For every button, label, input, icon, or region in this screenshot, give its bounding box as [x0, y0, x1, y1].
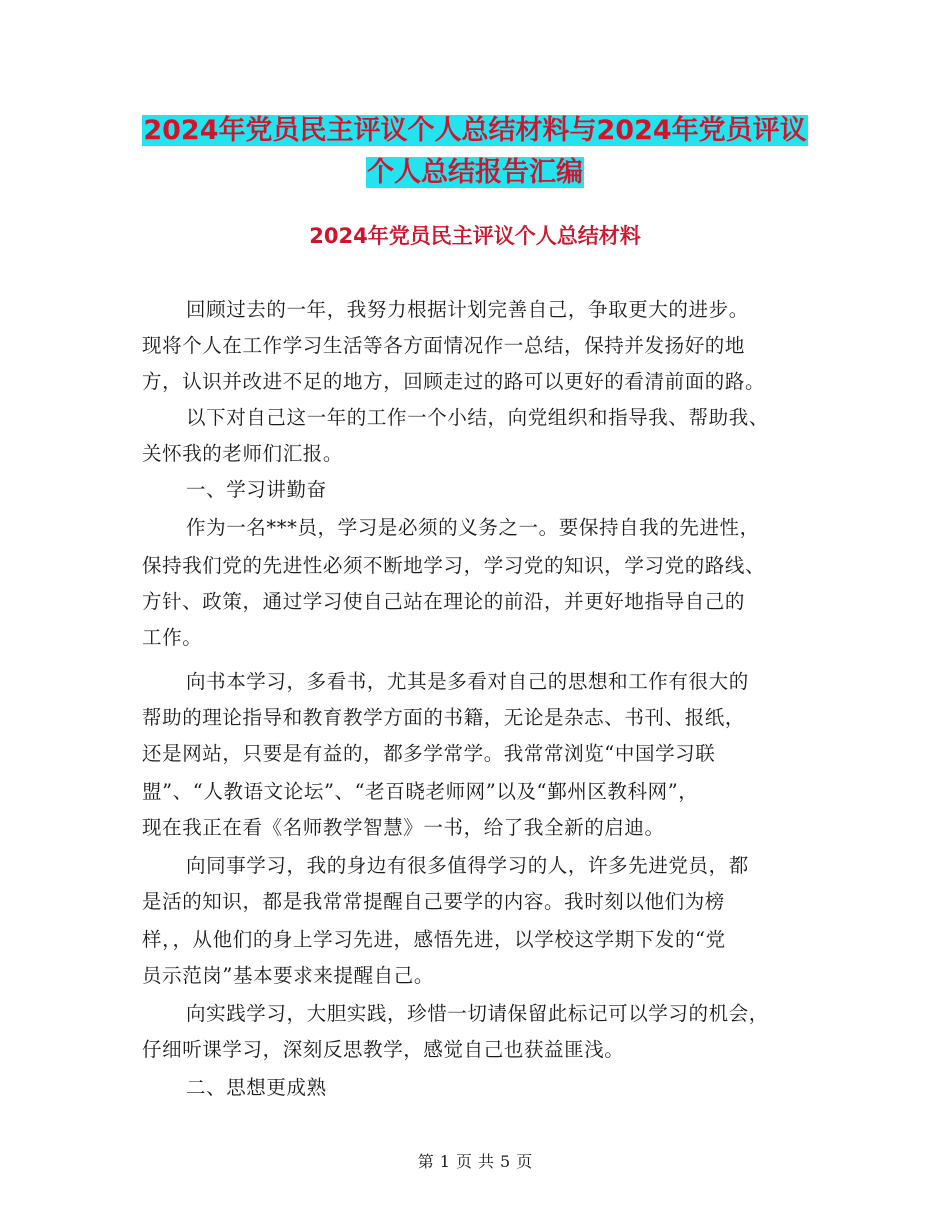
main-title-line-2-text: 个人总结报告汇编 [367, 157, 583, 188]
section-heading: 一、学习讲勤奋 [186, 478, 327, 501]
main-title-line-1 [0, 110, 950, 152]
body-line: 工作。 [142, 626, 203, 649]
body-line: 方针、政策，通过学习使自己站在理论的前沿，并更好地指导自己的 [142, 590, 746, 613]
body-line: 方，认识并改进不足的地方，回顾走过的路可以更好的看清前面的路。 [142, 370, 766, 393]
footer-prefix: 第 [417, 1152, 434, 1171]
footer-middle: 页 [455, 1152, 472, 1171]
body-line: 员示范岗”基本要求来提醒自己。 [142, 964, 434, 987]
footer-total-pages: 5 [500, 1152, 511, 1171]
footer-total-prefix: 共 [478, 1152, 495, 1171]
main-title-line-1-text: 2024年党员民主评议个人总结材料与2024年党员评议 [143, 115, 807, 146]
body-line: 关怀我的老师们汇报。 [142, 442, 344, 465]
body-line: 以下对自己这一年的工作一个小结，向党组织和指导我、帮助我、 [186, 406, 769, 429]
body-line: 样，，从他们的身上学习先进，感悟先进，以学校这学期下发的“党 [142, 928, 726, 951]
page-footer [0, 1150, 950, 1174]
body-line: 是活的知识，都是我常常提醒自己要学的内容。我时刻以他们为榜 [142, 890, 725, 913]
section-heading: 二、思想更成熟 [186, 1076, 327, 1099]
body-line: 现将个人在工作学习生活等各方面情况作一总结，保持并发扬好的地 [142, 334, 746, 357]
section-title: 2024年党员民主评议个人总结材料 [309, 224, 641, 248]
body-line: 向实践学习，大胆实践，珍惜一切请保留此标记可以学习的机会， [186, 1002, 769, 1025]
body-line: 盟”、“人教语文论坛”、“老百晓老师网”以及“鄞州区教科网”， [142, 780, 699, 803]
body-line: 向书本学习，多看书，尤其是多看对自己的思想和工作有很大的 [186, 670, 749, 693]
footer-suffix: 页 [516, 1152, 533, 1171]
main-title-line-2 [0, 152, 950, 194]
body-line: 作为一名***员，学习是必须的义务之一。要保持自我的先进性， [186, 516, 760, 539]
body-line: 保持我们党的先进性必须不断地学习，学习党的知识，学习党的路线、 [142, 554, 766, 577]
footer-page-number: 1 [439, 1152, 450, 1171]
body-line: 回顾过去的一年，我努力根据计划完善自己，争取更大的进步。 [186, 298, 749, 321]
body-line: 向同事学习，我的身边有很多值得学习的人，许多先进党员，都 [186, 854, 749, 877]
body-line: 帮助的理论指导和教育教学方面的书籍，无论是杂志、书刊、报纸， [142, 706, 746, 729]
body-line: 仔细听课学习，深刻反思教学，感觉自己也获益匪浅。 [142, 1038, 625, 1061]
body-line: 现在我正在看《名师教学智慧》一书，给了我全新的启迪。 [142, 816, 665, 839]
body-line: 还是网站，只要是有益的，都多学常学。我常常浏览“中国学习联 [142, 742, 716, 765]
